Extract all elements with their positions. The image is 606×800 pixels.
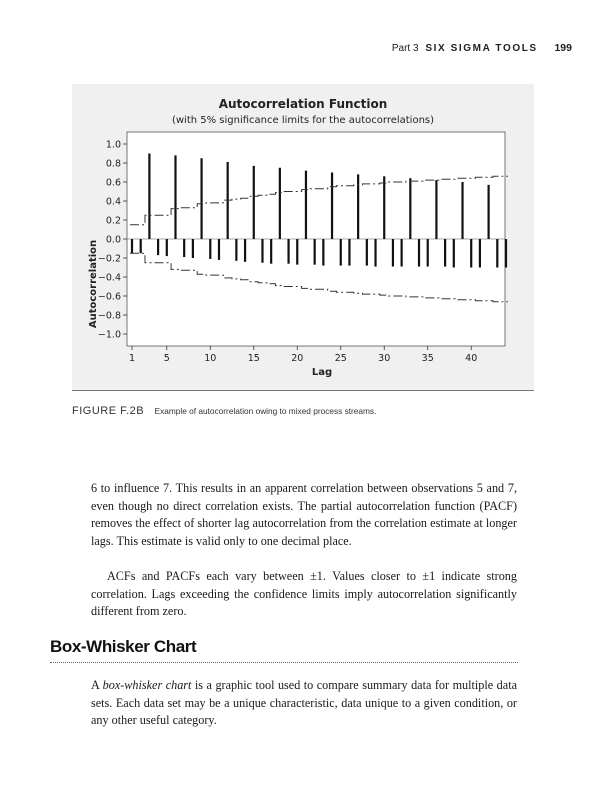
y-tick-label: 1.0 — [105, 139, 121, 151]
heading-rule — [50, 662, 518, 663]
x-tick-label: 35 — [421, 353, 434, 364]
paragraph-2 — [91, 568, 517, 621]
paragraph-3-prefix: A — [91, 678, 103, 692]
chart-subtitle: (with 5% significance limits for the autocorrelations) — [171, 115, 435, 126]
x-tick-label: 1 — [128, 353, 136, 364]
y-tick-label: −0.4 — [97, 272, 121, 284]
x-tick-label: 10 — [204, 353, 217, 364]
part-label: Part 3 — [391, 43, 419, 54]
section-heading: Box-Whisker Chart — [50, 637, 197, 656]
chart-title: Autocorrelation Function — [218, 97, 388, 111]
y-tick-label: 0.8 — [105, 158, 121, 170]
paragraph-1-text: 6 to influence 7. This results in an apparent correlation between observations 5 and 7, even though no direct correlation exists. The partial autocorrelation function (PACF) removes the effect of shorter lag autocorrelation from the correlation estimate at longer lags. This estimate is valid only to one decimal place. — [91, 481, 517, 548]
page-number: 199 — [554, 42, 572, 54]
x-tick-label: 20 — [291, 353, 304, 364]
y-tick-label: 0.2 — [105, 215, 121, 227]
x-tick-label: 30 — [378, 353, 391, 364]
section-title: SIX SIGMA TOOLS — [425, 43, 538, 54]
x-tick-label: 40 — [465, 353, 478, 364]
acf-chart — [72, 84, 534, 390]
term-box-whisker-chart: box-whisker chart — [102, 678, 192, 692]
x-tick-label: 25 — [334, 353, 347, 364]
y-tick-label: 0.4 — [105, 196, 121, 208]
y-tick-label: 0.0 — [105, 234, 121, 246]
paragraph-1 — [91, 480, 517, 550]
y-tick-label: −0.8 — [97, 310, 121, 322]
x-tick-label: 5 — [163, 353, 170, 364]
y-tick-label: −1.0 — [97, 329, 121, 341]
paragraph-2-text: ACFs and PACFs each vary between ±1. Values closer to ±1 indicate strong correlation. Lags exceeding the confidence limits imply autocorrelation significantly different from zero. — [91, 569, 517, 618]
running-head — [392, 42, 572, 54]
figure-caption — [72, 401, 376, 419]
x-axis-label: Lag — [311, 367, 333, 378]
y-axis-label: Autocorrelation — [88, 239, 99, 329]
paragraph-3 — [91, 677, 517, 730]
figure-panel — [72, 84, 534, 391]
x-tick-label: 15 — [247, 353, 260, 364]
figure-label: FIGURE F.2B — [72, 405, 145, 417]
paragraph-3-rest: is a graphic tool used to compare summary data for multiple data sets. Each data set may be a unique characteristic, data unique to a given condition, or any other useful category. — [91, 678, 517, 727]
y-tick-label: −0.2 — [97, 253, 121, 265]
y-tick-label: 0.6 — [105, 177, 121, 189]
caption-text: Example of autocorrelation owing to mixed process streams. — [154, 406, 377, 416]
y-tick-label: −0.6 — [97, 291, 121, 303]
